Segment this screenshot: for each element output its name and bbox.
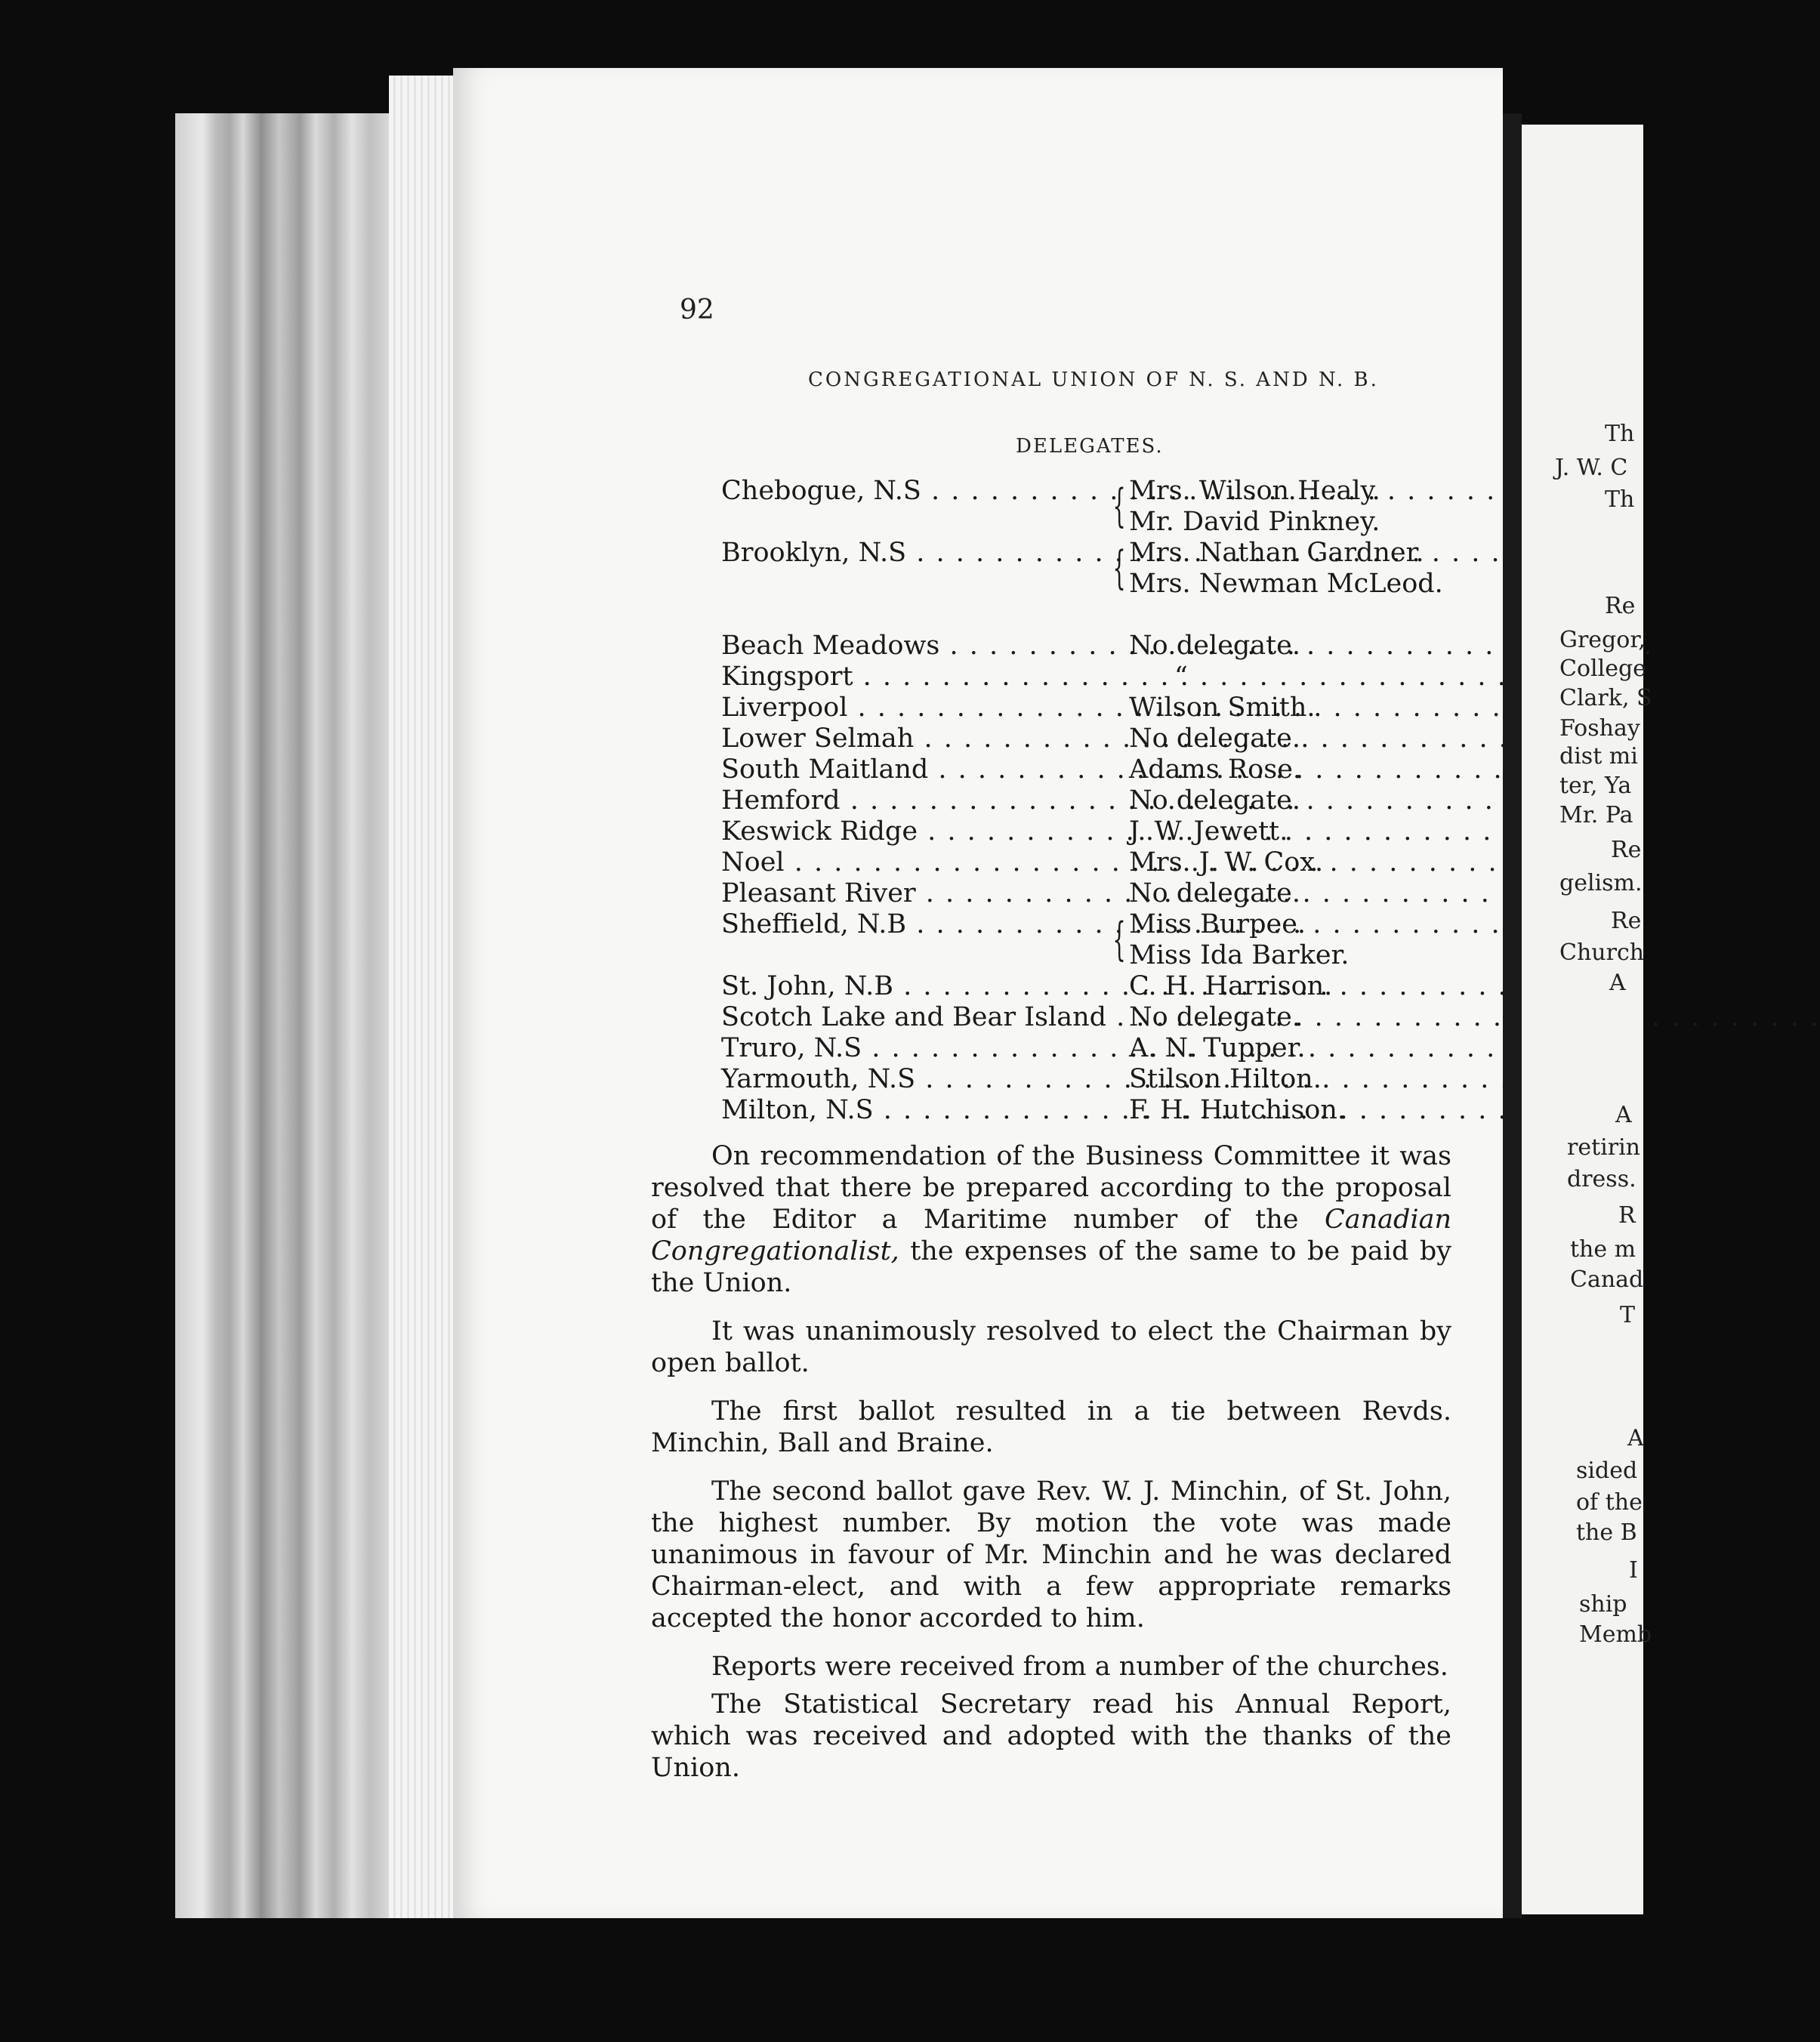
facing-text: I	[1629, 1557, 1638, 1584]
delegate-row	[721, 1002, 1325, 1033]
minutes-text	[651, 1140, 1451, 1800]
facing-text: A	[1615, 1102, 1632, 1128]
facing-text: College	[1559, 655, 1646, 682]
facing-text: dist mi	[1559, 743, 1638, 770]
facing-text: Re	[1611, 908, 1642, 934]
facing-text: R	[1618, 1202, 1636, 1229]
facing-text: of the	[1576, 1489, 1643, 1516]
facing-text: Th	[1605, 421, 1635, 447]
delegate-name: Adams Rose.	[1129, 754, 1302, 785]
facing-text: Canad	[1570, 1266, 1644, 1293]
facing-text: ship	[1579, 1591, 1627, 1618]
paragraph: The second ballot gave Rev. W. J. Minchin, of St. John, the highest number. By motion the vote was made unanimous in favour of Mr. Minchin and he was declared Chairman-elect, and with a few appropriate remarks accepted the honor accorded to him.	[651, 1476, 1451, 1633]
brace-icon: {	[1112, 480, 1126, 532]
delegate-row	[721, 971, 1333, 1002]
delegate-row	[721, 754, 1325, 785]
facing-page	[1522, 125, 1652, 1914]
place-name: Beach Meadows . . .	[721, 631, 1114, 661]
delegate-row	[721, 847, 1325, 878]
page-gutter	[1503, 113, 1522, 1918]
facing-text: J. W. C	[1555, 455, 1628, 481]
delegate-name: Stilson Hilton.	[1129, 1064, 1322, 1094]
facing-text: dress.	[1567, 1166, 1636, 1192]
facing-text: Clark, S	[1559, 685, 1652, 711]
delegate-name: Wilson Smith.	[1129, 692, 1316, 723]
paragraph-text: On recommendation of the Business Committee it was resolved that there be prepared according to the proposal of the Editor a Maritime number of the	[651, 1141, 1451, 1235]
delegate-row	[721, 878, 1325, 909]
facing-text: sided	[1576, 1457, 1638, 1484]
paragraph: The Statistical Secretary read his Annual Report, which was received and adopted with the thanks of the Union.	[651, 1689, 1451, 1783]
brace-icon: {	[1112, 541, 1126, 594]
place-name: Lower Selmah . . .	[721, 723, 1114, 754]
paragraph: It was unanimously resolved to elect the Chairman by open ballot.	[651, 1316, 1451, 1378]
book-spine	[175, 113, 402, 1918]
delegate-name: A. N. Tupper.	[1129, 1033, 1306, 1063]
delegate-row	[721, 785, 1325, 816]
delegate-name: Mrs. Wilson Healy.	[1129, 476, 1380, 506]
place-name: Sheffield, N.B . . .	[721, 909, 1114, 939]
brace-icon: {	[1112, 913, 1126, 966]
delegate-row	[721, 631, 1325, 662]
facing-text: T	[1620, 1302, 1636, 1328]
facing-text: Re	[1605, 593, 1636, 619]
delegate-row	[721, 816, 1325, 847]
place-name: Hemford . . .	[721, 785, 1114, 816]
paragraph: Reports were received from a number of the churches.	[711, 1652, 1448, 1682]
delegate-name: Miss Burpee.	[1129, 909, 1306, 939]
running-head: CONGREGATIONAL UNION OF N. S. AND N. B.	[808, 369, 1379, 391]
delegates-list	[721, 476, 1443, 1126]
place-name: Chebogue, N.S . . .	[721, 476, 1114, 506]
delegate-row	[721, 1033, 1325, 1064]
place-name: Milton, N.S . . .	[721, 1095, 1114, 1125]
place-name: Keswick Ridge . . .	[721, 816, 1114, 847]
section-heading: DELEGATES.	[1016, 435, 1164, 458]
delegate-name: No delegate.	[1129, 1002, 1301, 1032]
facing-text: Th	[1605, 486, 1635, 513]
delegate-name: F. H. Hutchison.	[1129, 1095, 1346, 1125]
place-name: Noel . . .	[721, 847, 1114, 878]
page-number: 92	[680, 295, 714, 325]
delegate-name: No delegate.	[1129, 878, 1301, 908]
delegate-name: No delegate.	[1129, 631, 1301, 661]
facing-text: ter, Ya	[1559, 773, 1632, 799]
place-name: Yarmouth, N.S . . .	[721, 1064, 1114, 1094]
delegate-row	[721, 909, 1350, 971]
place-name: South Maitland . . .	[721, 754, 1114, 785]
facing-text: Memb	[1579, 1621, 1652, 1648]
paragraph: The first ballot resulted in a tie between Revds. Minchin, Ball and Braine.	[651, 1396, 1451, 1458]
delegate-row	[721, 476, 1380, 537]
delegate-name: J. W. Jewett.	[1129, 816, 1288, 847]
place-name: Liverpool . . .	[721, 692, 1114, 723]
delegate-row	[721, 1095, 1346, 1126]
place-name: Scotch Lake and Bear Island . . .	[721, 1002, 1114, 1032]
facing-text: retirin	[1567, 1134, 1641, 1161]
paragraph-text: the expenses of the same to be paid by the Union.	[651, 1236, 1451, 1298]
delegate-row	[721, 692, 1325, 723]
facing-text: A	[1609, 970, 1626, 996]
delegate-name: C. H. Harrison.	[1129, 971, 1333, 1001]
delegate-name: “	[1174, 662, 1188, 692]
place-name: Kingsport . . .	[721, 662, 1114, 692]
place-name: St. John, N.B . . .	[721, 971, 1114, 1001]
publication-title: Canadian Congregationalist,	[651, 1205, 1451, 1266]
place-name: Brooklyn, N.S . . .	[721, 538, 1114, 568]
delegate-row	[721, 1064, 1325, 1095]
place-name: Pleasant River . . .	[721, 878, 1114, 908]
paragraph	[651, 1140, 1451, 1299]
facing-text: the B	[1576, 1519, 1637, 1546]
delegate-name: No delegate.	[1129, 785, 1301, 816]
left-page	[453, 68, 1503, 1918]
facing-text: gelism.	[1559, 870, 1643, 896]
facing-text: Re	[1611, 837, 1642, 863]
delegate-row	[721, 507, 1443, 599]
delegate-name: No delegate.	[1129, 723, 1301, 754]
delegate-name: Mrs. Nathan Gardner.	[1129, 538, 1424, 568]
facing-text: Foshay	[1559, 715, 1640, 742]
delegate-name: Mrs. Newman McLeod.	[1129, 569, 1443, 599]
delegate-name: Miss Ida Barker.	[1129, 940, 1350, 970]
delegate-row	[721, 723, 1325, 754]
facing-text: Church	[1559, 939, 1645, 966]
facing-text: the m	[1570, 1236, 1636, 1263]
delegate-row	[721, 662, 1325, 692]
place-name: Truro, N.S . . .	[721, 1033, 1114, 1063]
delegate-name: Mrs. J. W. Cox.	[1129, 847, 1324, 878]
delegate-name: Mr. David Pinkney.	[1129, 507, 1380, 537]
facing-text: A	[1627, 1425, 1644, 1451]
facing-text: Mr. Pa	[1559, 802, 1633, 828]
facing-text: Gregor,	[1559, 627, 1646, 653]
